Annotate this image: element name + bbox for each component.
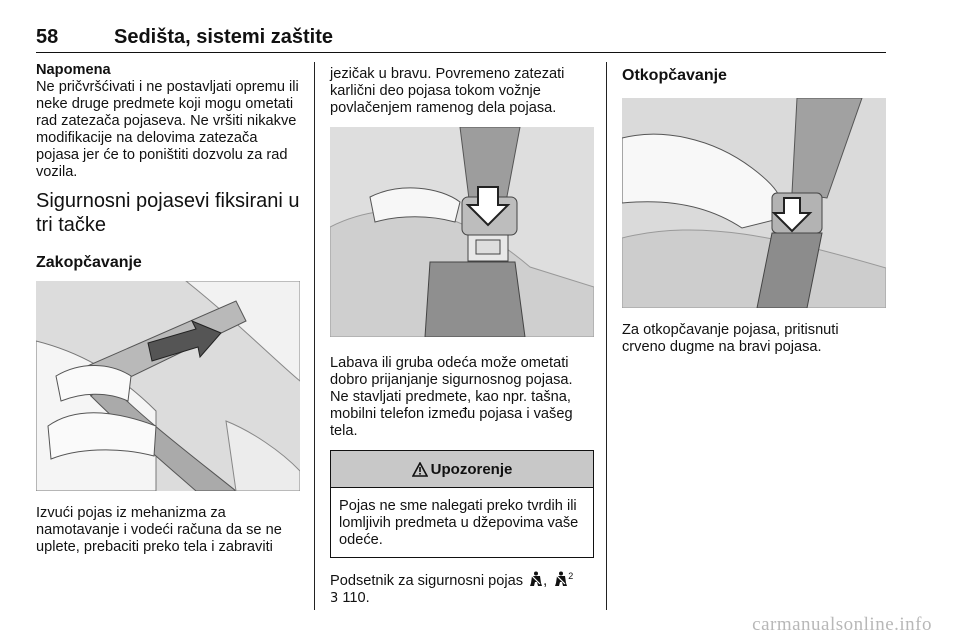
warning-title: Upozorenje: [430, 460, 513, 478]
reminder-line: [330, 568, 594, 607]
note-title: Napomena: [36, 62, 111, 78]
warning-text: Pojas ne sme nalegati preko tvrdih ili lomljivih predmeta u džepovima vaše odeće.: [339, 498, 579, 548]
unfastening-caption: Za otkopčavanje pojasa, pritisnuti crveno dugme na bravi pojasa.: [622, 322, 839, 355]
page-header: [36, 26, 886, 53]
column-2: [330, 66, 594, 607]
warning-header: [331, 451, 593, 488]
reminder-text: Podsetnik za sigurnosni pojas: [330, 572, 524, 589]
warning-box: [330, 450, 594, 558]
buckle-illustration: [330, 127, 594, 337]
unfastening-illustration: [622, 98, 886, 308]
section-title: Sigurnosni pojasevi fiksirani u tri tačke: [36, 190, 300, 236]
figure-buckle: [330, 127, 594, 337]
clothing-text: Labava ili gruba odeća može ometati dobro prijanjanje sigurnosnog pojasa. Ne stavljati predmete, kao npr. tašna, mobilni telefon između pojasa i vašeg tela.: [330, 355, 573, 439]
fastening-illustration: [36, 281, 300, 491]
reminder-superscript: 2: [568, 571, 574, 581]
continuation-text: jezičak u bravu. Povremeno zatezati karlični deo pojasa tokom vožnje povlačenjem ramenog dela pojasa.: [330, 66, 565, 116]
column-divider-2: [606, 62, 607, 610]
page-number: 58: [36, 26, 59, 48]
watermark: carmanualsonline.info: [752, 614, 932, 635]
column-1: [36, 62, 300, 556]
reminder-separator: ,: [543, 572, 548, 589]
subsection-title-fastening: Zakopčavanje: [36, 254, 142, 271]
column-divider-1: [314, 62, 315, 610]
figure-fastening: [36, 281, 300, 491]
page-title: Sedišta, sistemi zaštite: [114, 26, 333, 48]
note-text: Ne pričvršćivati i ne postavljati opremu ili neke druge predmete koji mogu ometati rad zatezača pojaseva. Ne vršiti nikakve modifikacije na delovima zatezača pojasa jer će to poništiti dozvolu za rad vozila.: [36, 79, 299, 180]
column-3: [622, 66, 886, 356]
figure-unfastening: [622, 98, 886, 308]
seatbelt-reminder-icon: [529, 571, 543, 587]
arrow-reference-icon: 3: [330, 590, 339, 606]
reference-page[interactable]: 110.: [342, 589, 370, 606]
warning-triangle-icon: [412, 462, 428, 477]
fastening-caption: Izvući pojas iz mehanizma za namotavanje i vodeći računa da se ne uplete, prebaciti preko tela i zabraviti: [36, 505, 282, 555]
subsection-title-unfastening: Otkopčavanje: [622, 67, 727, 84]
seatbelt-reminder-2-icon: [554, 571, 568, 587]
